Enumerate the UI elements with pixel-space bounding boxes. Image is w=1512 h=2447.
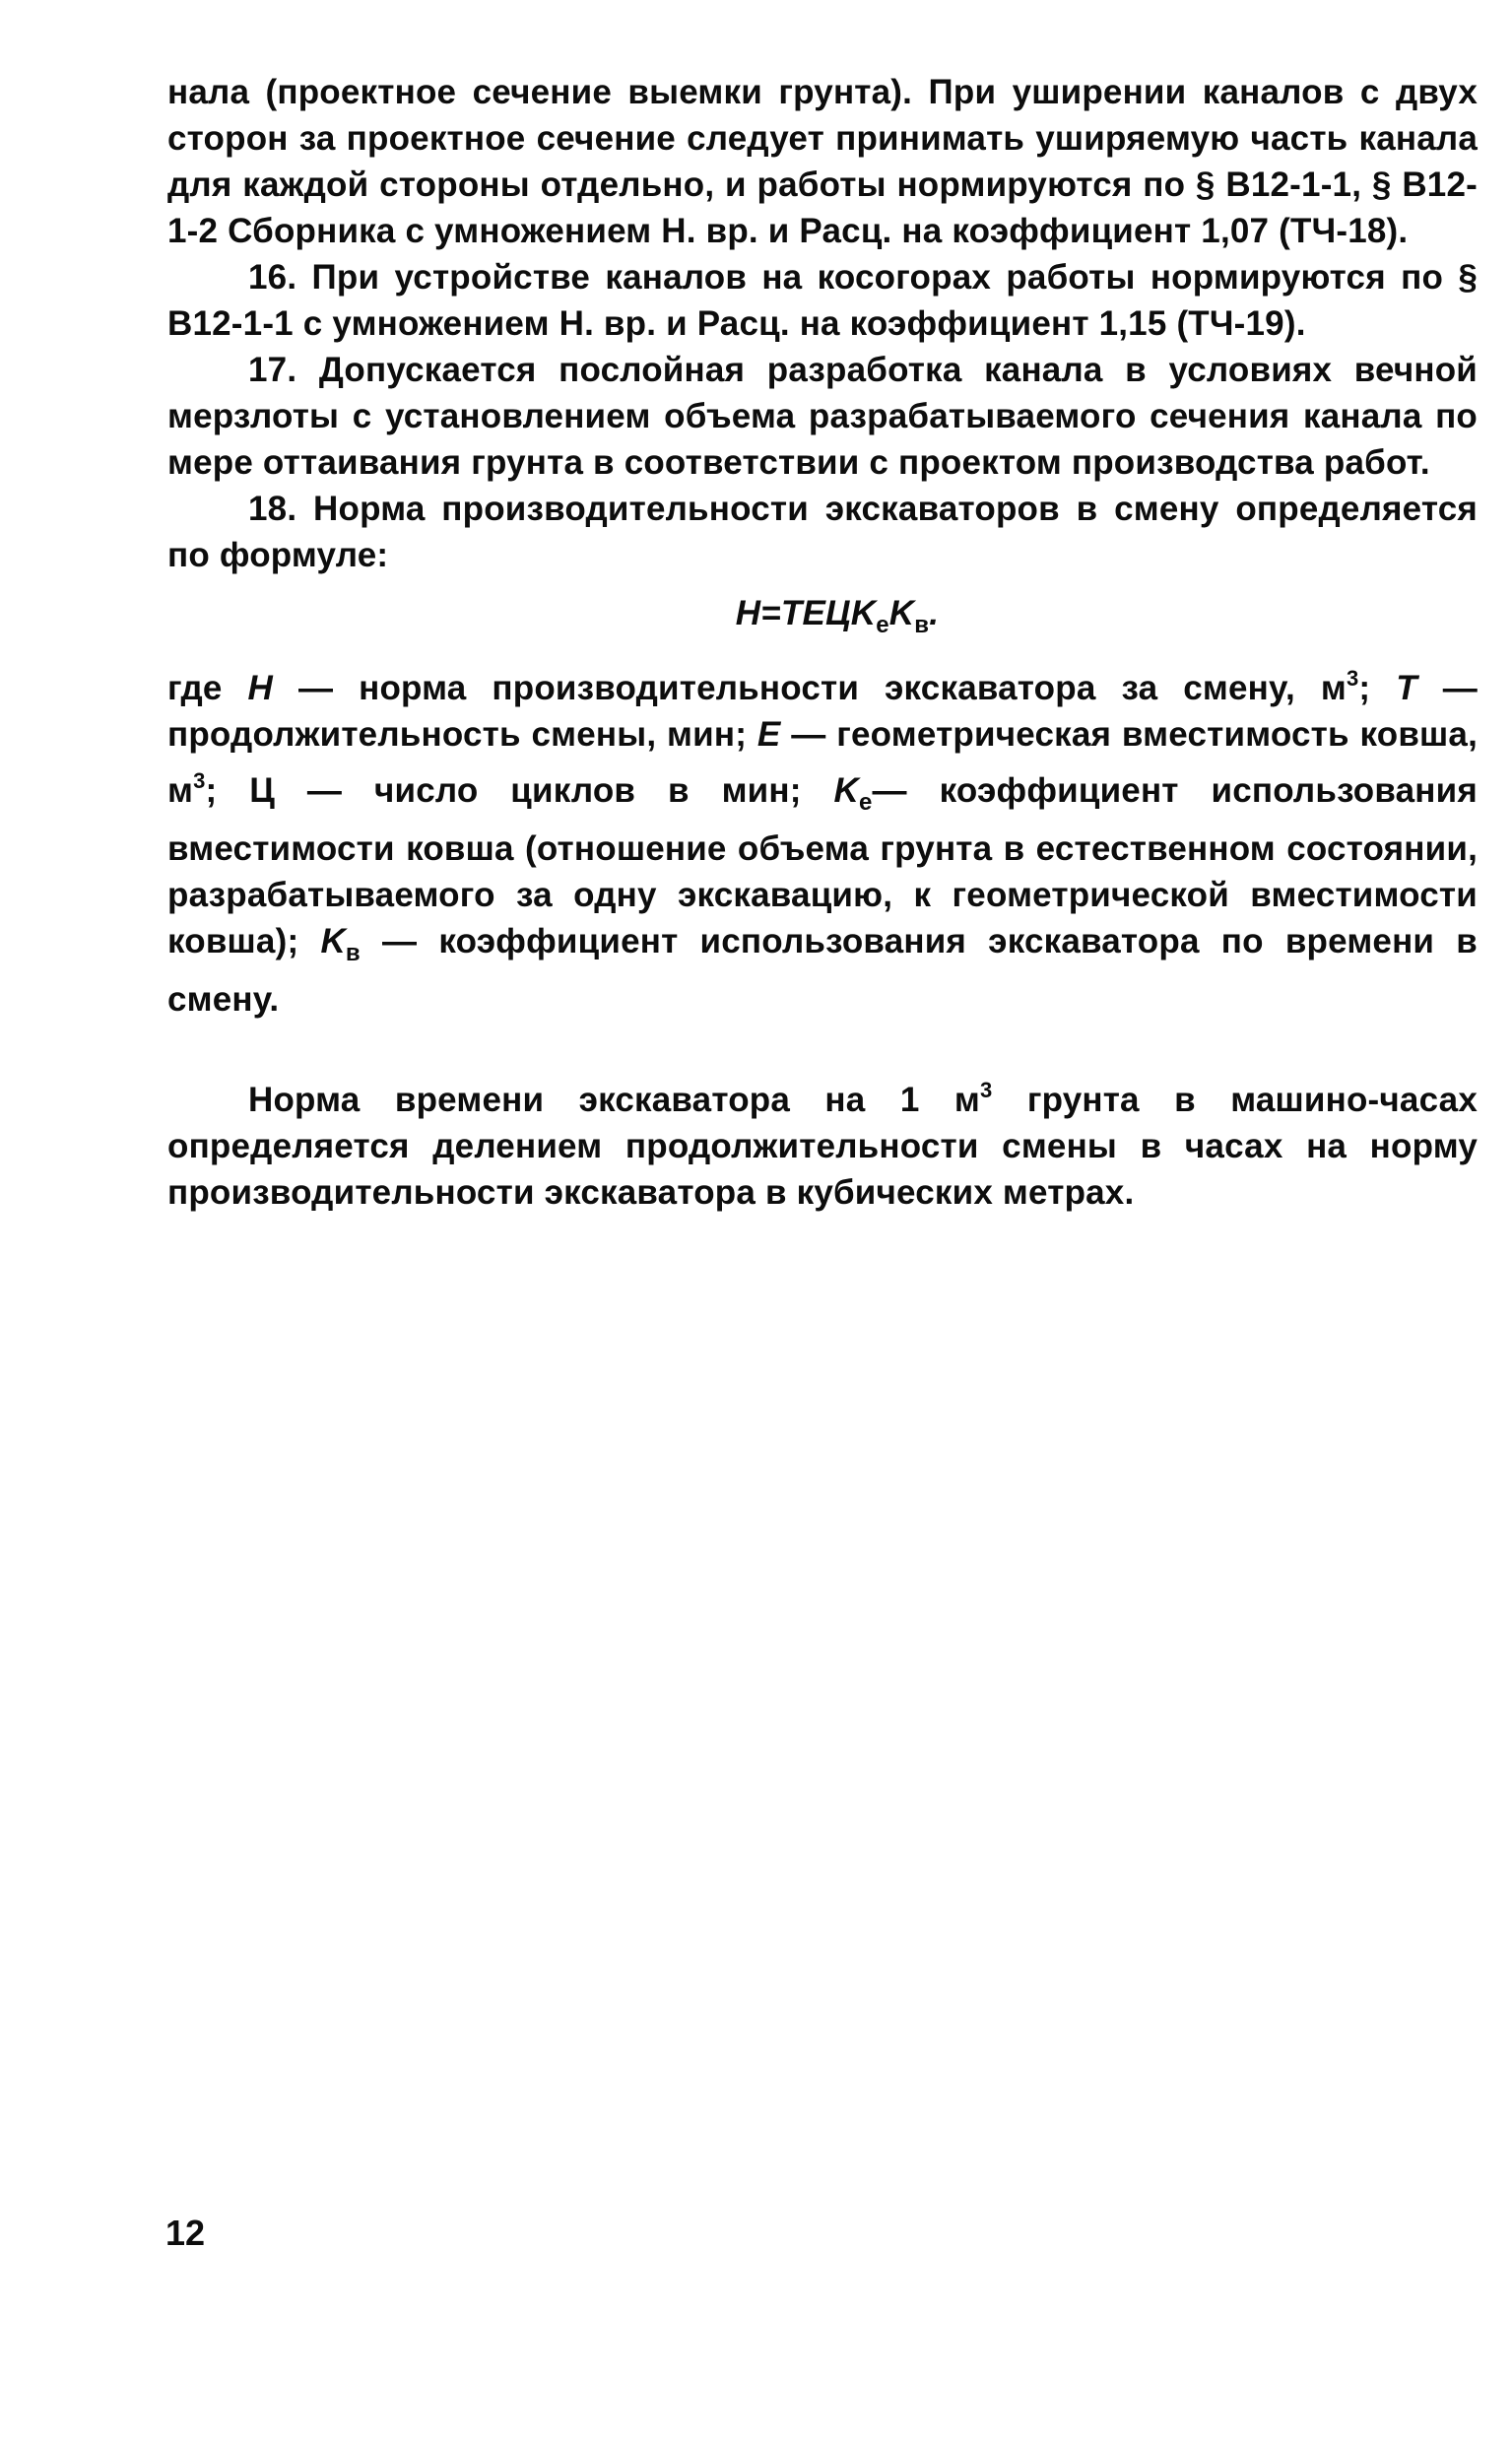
paragraph-16: 16. При устройстве каналов на косогорах работы нормируются по § В12-1-1 с умножением Н. вр. и Расц. на коэффициент 1,15 (ТЧ-19).	[167, 258, 1478, 343]
paragraph-17: 17. Допускается послойная разработка канала в условиях вечной мерзлоты с установлением объема разрабатываемого сечения канала по мере оттаивания грунта в соответствии с проектом производства работ.	[167, 351, 1478, 482]
time-norm-text-start: Норма времени экскаватора на 1 м	[248, 1081, 980, 1119]
h-definition: — норма производительности экскаватора за смену, м	[272, 669, 1347, 707]
definitions-paragraph	[167, 655, 1478, 1023]
time-norm-superscript: 3	[979, 1078, 993, 1102]
formula-sub-e: e	[876, 612, 889, 638]
time-norm-block	[167, 1067, 1478, 1216]
time-norm-text-end: грунта в машино-часах определяется делением продолжительности смены в часах на норму производительности экскаватора в кубических метрах.	[167, 1081, 1478, 1212]
t-definition: — продолжительность смены, мин;	[167, 669, 1479, 754]
c-definition: ; Ц — число циклов в мин;	[205, 771, 834, 810]
kb-subscript: в	[345, 940, 361, 966]
h-symbol: H	[247, 669, 273, 707]
main-text-block	[167, 69, 1478, 1023]
where-lead: где	[167, 669, 248, 707]
e-symbol: E	[756, 715, 781, 754]
paragraph-continuation: нала (проектное сечение выемки грунта). При уширении каналов с двух сторон за проектное сечение следует принимать уширяемую часть канала для каждой стороны отдельно, и работы нормируются по § В12-1-1, § В12-1-2 Сборника с умножением Н. вр. и Расц. на коэффициент 1,07 (ТЧ-18).	[167, 73, 1478, 250]
kb-definition: — коэффициент использования экскаватора по времени в смену.	[167, 922, 1478, 1019]
formula-main: H=TEЦK	[735, 594, 877, 632]
h-unit-superscript: 3	[1346, 666, 1359, 691]
formula-sub-b: в	[914, 612, 930, 638]
page-number: 12	[165, 2213, 206, 2253]
ke-definition: — коэффициент использования вместимости ковша (отношение объема грунта в естественном состоянии, разрабатываемого за одну экскавацию, к геометрической вместимости ковша);	[167, 771, 1478, 960]
time-norm-paragraph	[167, 1067, 1478, 1216]
e-definition: — геометрическая вместимость ковша, м	[167, 715, 1478, 810]
paragraph-18: 18. Норма производительности экскаваторов в смену определяется по формуле:	[167, 490, 1478, 574]
kb-symbol: K	[320, 922, 346, 960]
formula	[167, 586, 1478, 653]
t-symbol: T	[1396, 669, 1417, 707]
e-unit-superscript: 3	[193, 768, 206, 793]
formula-end: .	[929, 594, 940, 632]
ke-subscript: e	[858, 789, 873, 816]
separator: ;	[1358, 669, 1397, 707]
ke-symbol: K	[833, 771, 859, 810]
formula-k2: K	[888, 594, 915, 632]
